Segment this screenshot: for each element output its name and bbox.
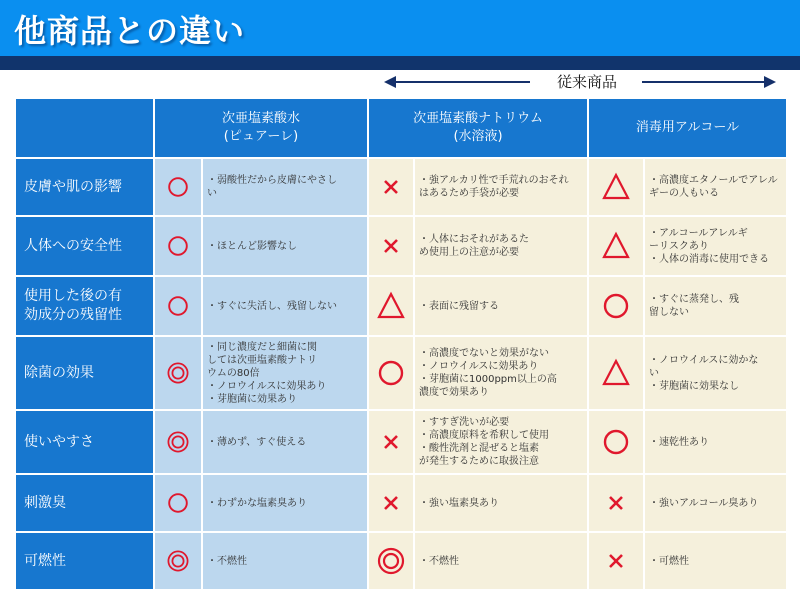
rating-cell	[588, 158, 644, 216]
description-cell: ・高濃度エタノールでアレル ギーの人もいる	[644, 158, 787, 216]
triangle-mark-icon	[601, 172, 631, 202]
triangle-mark-icon	[601, 231, 631, 261]
description-cell: ・不燃性	[202, 532, 368, 590]
rating-cell	[588, 410, 644, 474]
table-row	[15, 216, 787, 276]
circle-mark-icon	[166, 491, 190, 515]
description-cell: ・同じ濃度だと細菌に関 しては次亜塩素酸ナトリ ウムの80倍 ・ノロウイルスに効果あり ・芽胞菌に効果あり	[202, 336, 368, 410]
table-row	[15, 158, 787, 216]
description-cell: ・不燃性	[414, 532, 588, 590]
description-cell: ・すすぎ洗いが必要 ・高濃度原料を希釈して使用 ・酸性洗剤と混ぜると塩素 が発生するために取扱注意	[414, 410, 588, 474]
description-cell: ・ほとんど影響なし	[202, 216, 368, 276]
description-cell: ・強いアルコール臭あり	[644, 474, 787, 532]
row-label: 刺激臭	[15, 474, 154, 532]
description-cell: ・薄めず、すぐ使える	[202, 410, 368, 474]
description-cell: ・アルコールアレルギ ーリスクあり ・人体の消毒に使用できる	[644, 216, 787, 276]
table-row	[15, 276, 787, 336]
rating-cell	[368, 276, 414, 336]
rating-cell	[588, 532, 644, 590]
description-cell: ・可燃性	[644, 532, 787, 590]
rating-cell	[368, 410, 414, 474]
title-bar	[0, 0, 800, 56]
triangle-mark-icon	[601, 358, 631, 388]
circle-mark-icon	[166, 294, 190, 318]
rating-cell	[154, 336, 202, 410]
cross-mark-icon	[376, 172, 406, 202]
rating-cell	[588, 276, 644, 336]
double-circle-mark-icon	[166, 430, 190, 454]
description-cell: ・ノロウイルスに効かな い ・芽胞菌に効果なし	[644, 336, 787, 410]
rating-cell	[368, 532, 414, 590]
table-row	[15, 336, 787, 410]
column-header-sodium-hypochlorite: 次亜塩素酸ナトリウム (水溶液)	[368, 98, 588, 158]
title-underline-band	[0, 56, 800, 70]
cross-mark-icon	[376, 488, 406, 518]
conventional-products-legend	[380, 70, 780, 94]
cross-mark-icon	[601, 546, 631, 576]
comparison-table	[14, 97, 788, 591]
column-header-hypochlorous-water: 次亜塩素酸水 (ピュアーレ)	[154, 98, 368, 158]
rating-cell	[588, 216, 644, 276]
rating-cell	[368, 158, 414, 216]
rating-cell	[368, 216, 414, 276]
corner-cell	[15, 98, 154, 158]
table-row	[15, 474, 787, 532]
rating-cell	[154, 276, 202, 336]
rating-cell	[154, 410, 202, 474]
rating-cell	[368, 336, 414, 410]
arrow-right-icon	[764, 76, 776, 88]
triangle-mark-icon	[376, 291, 406, 321]
page-title: 他商品との違い	[14, 12, 246, 50]
row-label: 人体への安全性	[15, 216, 154, 276]
description-cell: ・速乾性あり	[644, 410, 787, 474]
legend-label: 従来商品	[556, 73, 617, 91]
circle-mark-icon	[601, 291, 631, 321]
double-circle-mark-icon	[376, 546, 406, 576]
circle-mark-icon	[166, 234, 190, 258]
circle-mark-icon	[166, 175, 190, 199]
description-cell: ・すぐに失活し、残留しない	[202, 276, 368, 336]
row-label: 除菌の効果	[15, 336, 154, 410]
rating-cell	[588, 336, 644, 410]
rating-cell	[154, 532, 202, 590]
cross-mark-icon	[601, 488, 631, 518]
description-cell: ・強アルカリ性で手荒れのおそれ はあるため手袋が必要	[414, 158, 588, 216]
rating-cell	[154, 216, 202, 276]
description-cell: ・すぐに蒸発し、残 留しない	[644, 276, 787, 336]
description-cell: ・強い塩素臭あり	[414, 474, 588, 532]
row-label: 皮膚や肌の影響	[15, 158, 154, 216]
rating-cell	[368, 474, 414, 532]
description-cell: ・わずかな塩素臭あり	[202, 474, 368, 532]
table-row	[15, 410, 787, 474]
cross-mark-icon	[376, 231, 406, 261]
circle-mark-icon	[601, 427, 631, 457]
rating-cell	[154, 474, 202, 532]
description-cell: ・表面に残留する	[414, 276, 588, 336]
rating-cell	[154, 158, 202, 216]
cross-mark-icon	[376, 427, 406, 457]
double-circle-mark-icon	[166, 549, 190, 573]
column-header-alcohol: 消毒用アルコール	[588, 98, 787, 158]
description-cell: ・人体におそれがあるた め使用上の注意が必要	[414, 216, 588, 276]
table-row	[15, 532, 787, 590]
description-cell: ・高濃度でないと効果がない ・ノロウイルスに効果あり ・芽胞菌に1000ppm以上の高 濃度で効果あり	[414, 336, 588, 410]
arrow-line-left	[390, 81, 530, 83]
row-label: 使用した後の有 効成分の残留性	[15, 276, 154, 336]
double-circle-mark-icon	[166, 361, 190, 385]
row-label: 使いやすさ	[15, 410, 154, 474]
table-header-row	[15, 98, 787, 158]
description-cell: ・弱酸性だから皮膚にやさし い	[202, 158, 368, 216]
circle-mark-icon	[376, 358, 406, 388]
arrow-line-right	[642, 81, 766, 83]
rating-cell	[588, 474, 644, 532]
row-label: 可燃性	[15, 532, 154, 590]
